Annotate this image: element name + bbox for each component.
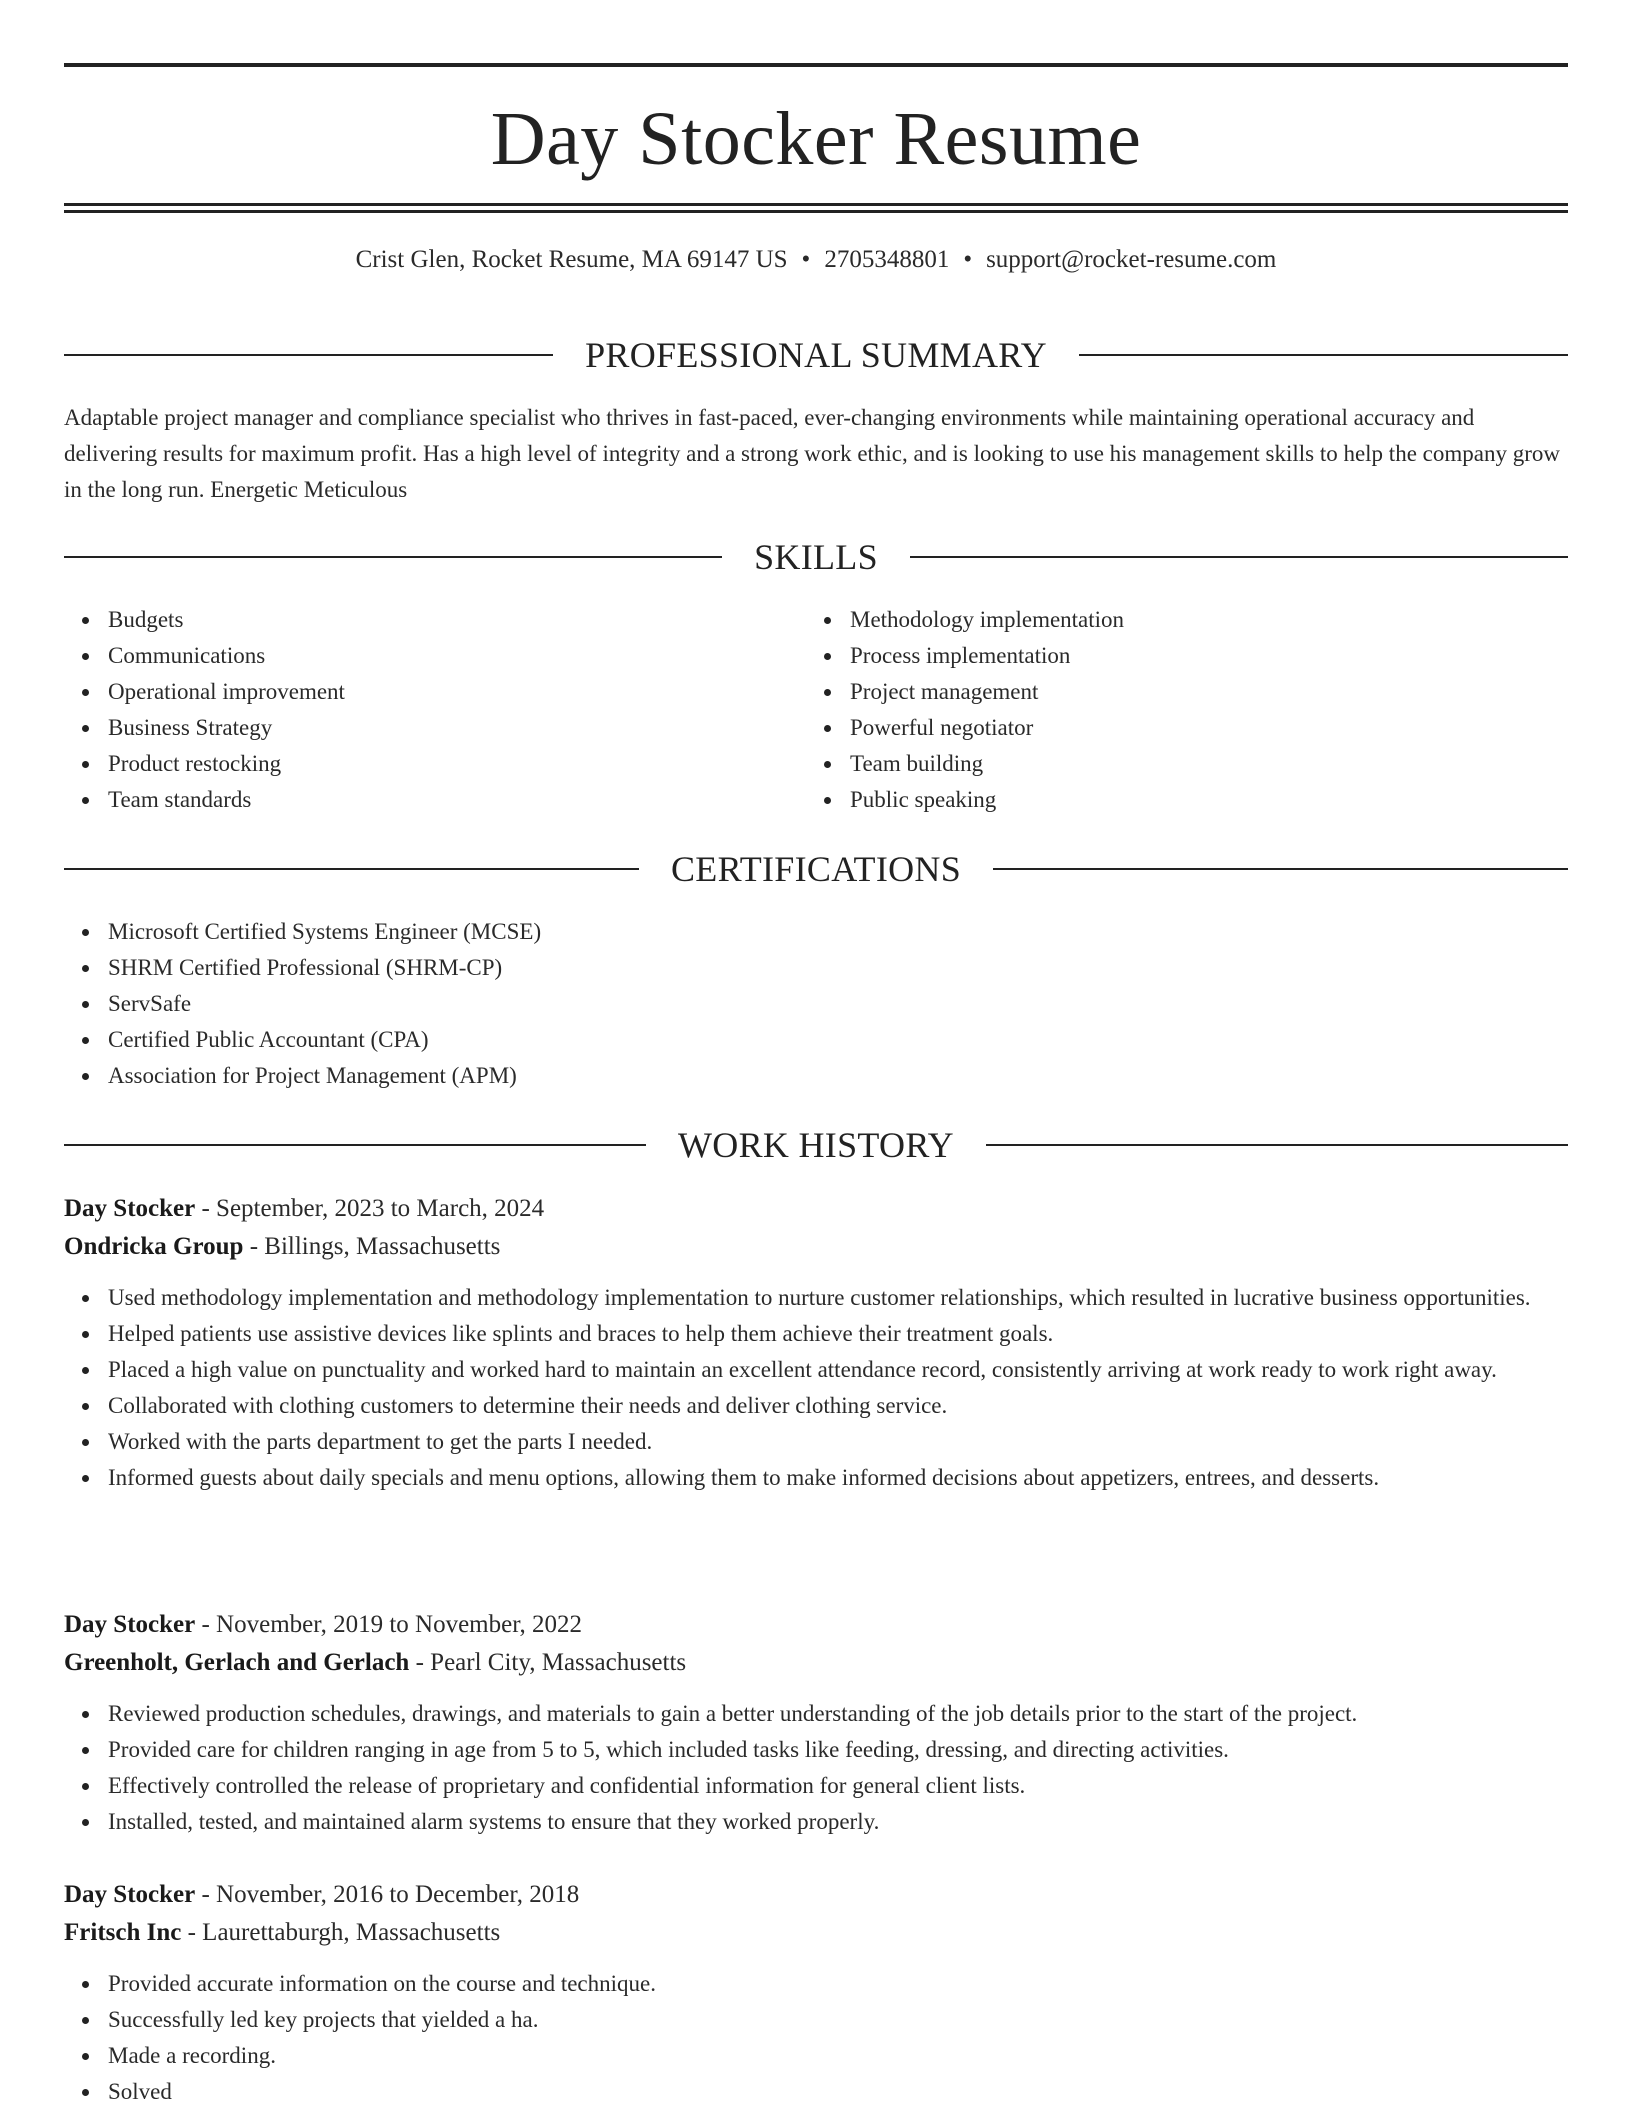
certification-item: ServSafe	[64, 986, 1568, 1022]
job-bullet: Collaborated with clothing customers to determine their needs and deliver clothing service.	[64, 1388, 1568, 1424]
job-entry	[64, 1190, 1568, 1496]
job-entry	[64, 1876, 1568, 2110]
job-title: Day Stocker	[64, 1195, 196, 1222]
job-dates: - September, 2023 to March, 2024	[195, 1195, 545, 1222]
contact-email: support@rocket-resume.com	[986, 246, 1277, 273]
job-dates: - November, 2019 to November, 2022	[195, 1611, 583, 1638]
job-bullet: Provided accurate information on the course and technique.	[64, 1966, 1568, 2002]
resume-header	[64, 63, 1568, 274]
skill-item: Product restocking	[64, 746, 764, 782]
contact-line	[64, 246, 1568, 274]
section-heading-label: SKILLS	[754, 537, 878, 577]
certifications-list	[64, 914, 1568, 1094]
certification-item: Microsoft Certified Systems Engineer (MCSE)	[64, 914, 1568, 950]
skill-item: Communications	[64, 638, 764, 674]
heading-rule	[64, 1144, 646, 1146]
certification-item: Certified Public Accountant (CPA)	[64, 1022, 1568, 1058]
skill-item: Team standards	[64, 782, 764, 818]
skill-item: Public speaking	[806, 782, 1506, 818]
job-company-line	[64, 1644, 1568, 1682]
heading-rule	[910, 556, 1568, 558]
skill-item: Process implementation	[806, 638, 1506, 674]
skill-item: Budgets	[64, 602, 764, 638]
job-bullet: Reviewed production schedules, drawings, and materials to gain a better understanding of the job details prior to the start of the project.	[64, 1696, 1568, 1732]
job-bullet: Helped patients use assistive devices like splints and braces to help them achieve their treatment goals.	[64, 1316, 1568, 1352]
summary-text: Adaptable project manager and compliance specialist who thrives in fast-paced, ever-changing environments while maintaining operational accuracy and delivering results for maximum profit. Has a high level of integrity and a strong work ethic, and is looking to use his management skills to help the company grow in the long run. Energetic Meticulous	[64, 405, 1560, 502]
job-bullet: Informed guests about daily specials and menu options, allowing them to make informed decisions about appetizers, entrees, and desserts.	[64, 1460, 1568, 1496]
job-location: - Laurettaburgh, Massachusetts	[181, 1919, 501, 1946]
top-rule	[64, 63, 1568, 67]
job-bullet: Worked with the parts department to get the parts I needed.	[64, 1424, 1568, 1460]
section-heading-label: CERTIFICATIONS	[670, 849, 962, 889]
skill-item: Powerful negotiator	[806, 710, 1506, 746]
heading-rule	[1079, 354, 1568, 356]
skill-item: Project management	[806, 674, 1506, 710]
job-title: Day Stocker	[64, 1611, 196, 1638]
contact-separator: •	[801, 246, 811, 273]
job-company-line	[64, 1914, 1568, 1952]
job-title-line	[64, 1190, 1568, 1228]
job-location: - Pearl City, Massachusetts	[409, 1649, 687, 1676]
skill-item: Business Strategy	[64, 710, 764, 746]
heading-rule	[64, 556, 722, 558]
contact-address: Crist Glen, Rocket Resume, MA 69147 US	[355, 246, 788, 273]
resume-title: Day Stocker Resume	[490, 97, 1142, 181]
job-bullet: Successfully led key projects that yielded a ha.	[64, 2002, 1568, 2038]
heading-rule	[64, 354, 553, 356]
section-heading-label: PROFESSIONAL SUMMARY	[585, 335, 1047, 375]
job-location: - Billings, Massachusetts	[243, 1233, 501, 1260]
job-company: Fritsch Inc	[64, 1919, 182, 1946]
job-title-line	[64, 1606, 1568, 1644]
double-rule	[64, 203, 1568, 213]
contact-phone: 2705348801	[824, 246, 950, 273]
job-bullet: Made a recording.	[64, 2038, 1568, 2074]
section-heading-label: WORK HISTORY	[678, 1125, 954, 1165]
section-heading-summary	[64, 337, 1568, 373]
job-bullet: Effectively controlled the release of proprietary and confidential information for general client lists.	[64, 1768, 1568, 1804]
skills-list-right	[806, 602, 1506, 818]
job-bullet: Installed, tested, and maintained alarm systems to ensure that they worked properly.	[64, 1804, 1568, 1840]
heading-rule	[64, 868, 639, 870]
job-title: Day Stocker	[64, 1881, 196, 1908]
certification-item: SHRM Certified Professional (SHRM-CP)	[64, 950, 1568, 986]
job-bullets	[64, 1280, 1568, 1496]
job-bullet: Placed a high value on punctuality and worked hard to maintain an excellent attendance record, consistently arriving at work ready to work right away.	[64, 1352, 1568, 1388]
skill-item: Methodology implementation	[806, 602, 1506, 638]
job-company-line	[64, 1228, 1568, 1266]
job-entry	[64, 1606, 1568, 1840]
job-bullet: Solved	[64, 2074, 1568, 2110]
skill-item: Operational improvement	[64, 674, 764, 710]
certification-item: Association for Project Management (APM)	[64, 1058, 1568, 1094]
job-dates: - November, 2016 to December, 2018	[195, 1881, 580, 1908]
skills-list-left	[64, 602, 764, 818]
section-heading-work-history	[64, 1127, 1568, 1163]
contact-separator: •	[963, 246, 973, 273]
skill-item: Team building	[806, 746, 1506, 782]
heading-rule	[986, 1144, 1568, 1146]
job-title-line	[64, 1876, 1568, 1914]
job-bullets	[64, 1966, 1568, 2110]
section-heading-skills	[64, 539, 1568, 575]
section-heading-certifications	[64, 851, 1568, 887]
heading-rule	[993, 868, 1568, 870]
job-bullet: Used methodology implementation and methodology implementation to nurture customer relationships, which resulted in lucrative business opportunities.	[64, 1280, 1568, 1316]
job-bullet: Provided care for children ranging in age from 5 to 5, which included tasks like feeding, dressing, and directing activities.	[64, 1732, 1568, 1768]
job-company: Ondricka Group	[64, 1233, 244, 1260]
job-company: Greenholt, Gerlach and Gerlach	[64, 1649, 410, 1676]
job-bullets	[64, 1696, 1568, 1840]
